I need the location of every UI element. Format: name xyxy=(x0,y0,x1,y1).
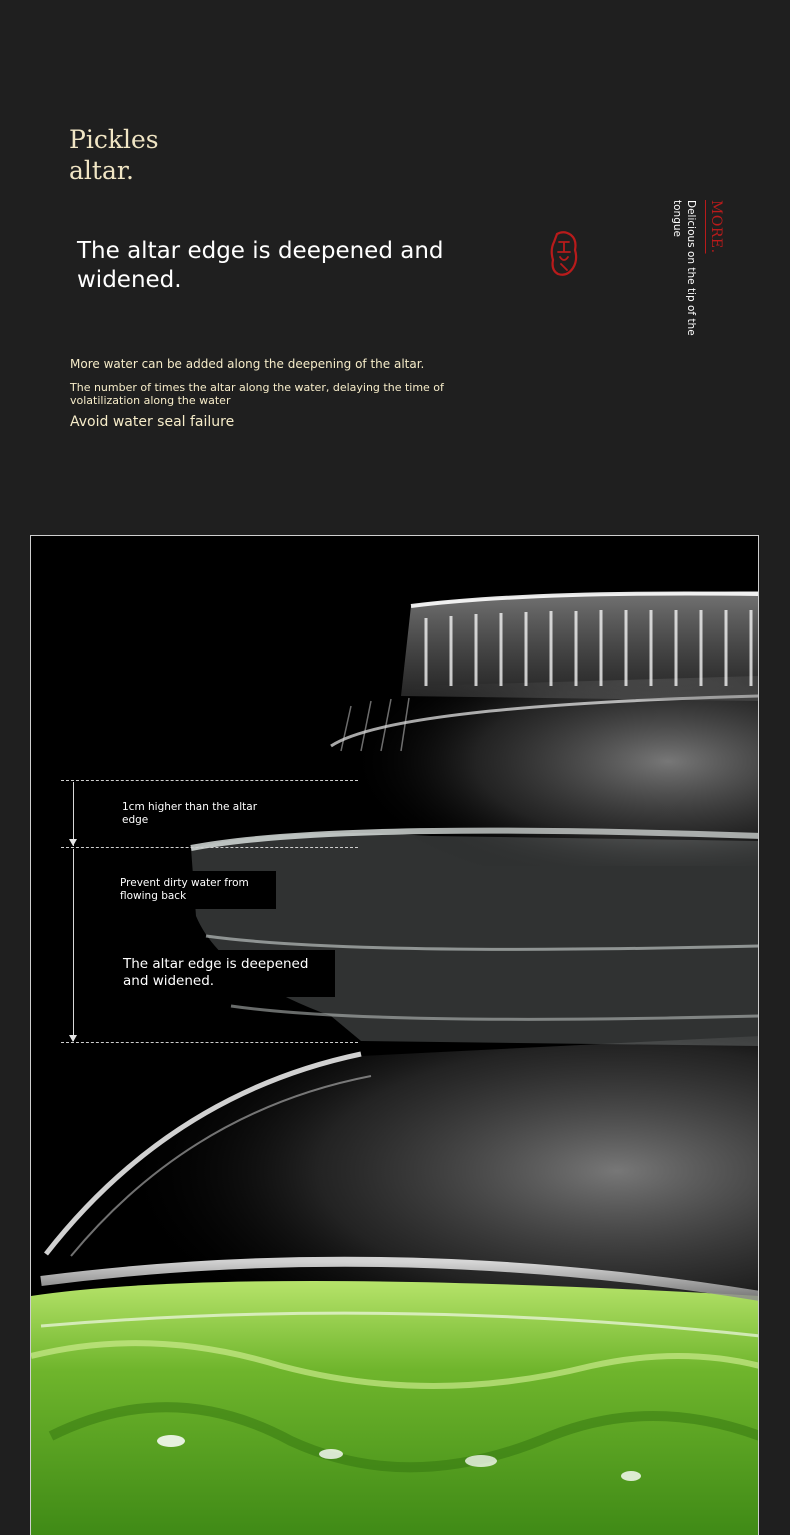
red-seal-stamp-icon xyxy=(549,230,579,280)
vertical-tagline-group xyxy=(670,200,726,345)
callout-backflow-label: Prevent dirty water from flowing back xyxy=(111,871,276,909)
title-line-1: Pickles xyxy=(69,125,159,154)
headline: The altar edge is deepened and widened. xyxy=(77,238,444,293)
callout-deepened-label: The altar edge is deepened and widened. xyxy=(111,950,335,997)
arrow-down-icon xyxy=(69,1035,77,1042)
tagline: Delicious on the tip of the tongue xyxy=(671,200,697,336)
page-title xyxy=(69,124,159,186)
guide-line-top xyxy=(61,780,358,781)
dimension-line-depth xyxy=(73,849,74,1041)
title-line-2: altar. xyxy=(69,156,135,185)
guide-line-middle xyxy=(61,847,358,848)
description-water: More water can be added along the deepening of the altar. xyxy=(70,357,425,371)
glass-jar-illustration xyxy=(31,536,759,1535)
description-volatilization: The number of times the altar along the water, delaying the time of volatilization along the water xyxy=(70,381,444,407)
product-photo xyxy=(30,535,759,1535)
description-seal: Avoid water seal failure xyxy=(70,414,235,430)
dimension-line-height xyxy=(73,782,74,846)
arrow-down-icon xyxy=(69,839,77,846)
callout-height-label: 1cm higher than the altar edge xyxy=(122,801,258,826)
guide-line-bottom xyxy=(61,1042,358,1043)
more-label: MORE. xyxy=(708,200,724,254)
